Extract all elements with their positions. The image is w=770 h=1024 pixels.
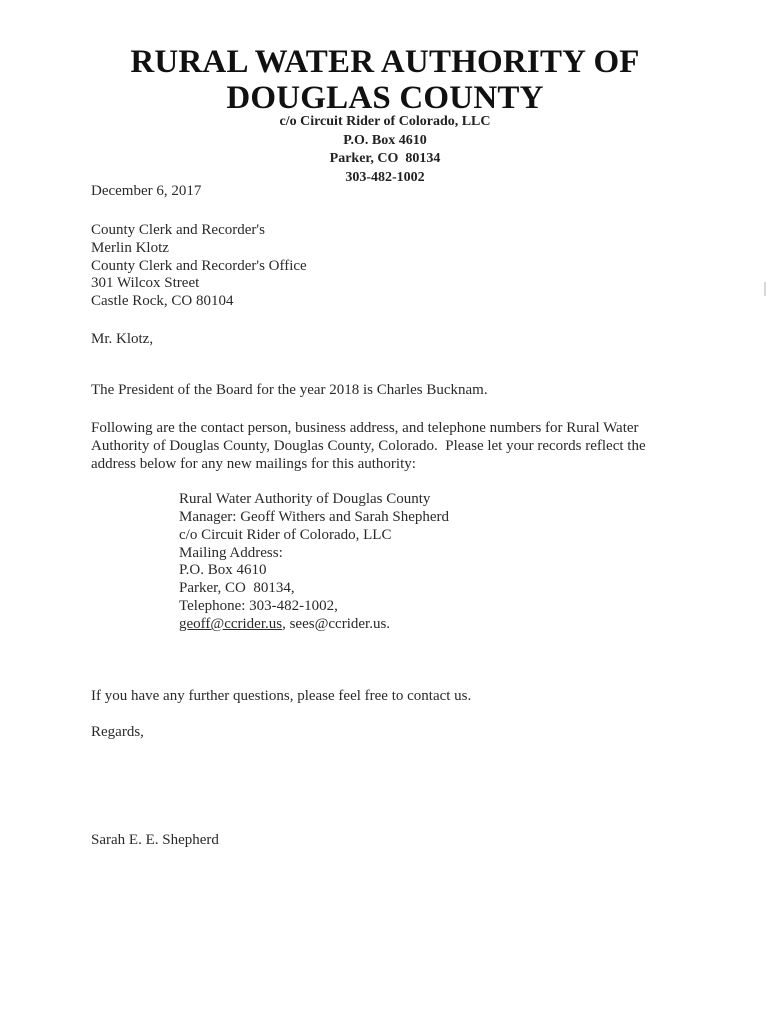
email-separator: , — [282, 616, 290, 632]
recipient-line: County Clerk and Recorder's — [91, 222, 265, 238]
signature-name: Sarah E. E. Shepherd — [91, 832, 219, 848]
contact-emails — [179, 615, 390, 633]
recipient-line: Merlin Klotz — [91, 240, 169, 256]
contact-block-line: Manager: Geoff Withers and Sarah Shepherd — [179, 509, 450, 525]
paragraph-contact-line: Following are the contact person, business address, and telephone numbers for Rural Water — [91, 420, 639, 436]
letterhead-title-line-2: DOUGLAS COUNTY — [226, 80, 544, 116]
recipient-line: Castle Rock, CO 80104 — [91, 293, 234, 309]
contact-block-line: c/o Circuit Rider of Colorado, LLC — [179, 527, 392, 543]
letter-date: December 6, 2017 — [91, 183, 202, 199]
contact-block-line: Rural Water Authority of Douglas County — [179, 491, 431, 507]
recipient-line: 301 Wilcox Street — [91, 275, 200, 291]
contact-block-line: P.O. Box 4610 — [179, 562, 267, 578]
closing-paragraph: If you have any further questions, please feel free to contact us. — [91, 688, 472, 704]
paragraph-contact-line: address below for any new mailings for this authority: — [91, 456, 416, 472]
salutation: Mr. Klotz, — [91, 331, 154, 347]
contact-block-line: Telephone: 303-482-1002, — [179, 598, 338, 614]
letterhead-title-line-1: RURAL WATER AUTHORITY OF — [130, 44, 640, 80]
scan-artifact — [764, 282, 766, 296]
contact-block-line: Parker, CO 80134, — [179, 580, 295, 596]
recipient-line: County Clerk and Recorder's Office — [91, 258, 307, 274]
letterhead-phone: 303-482-1002 — [345, 170, 425, 185]
contact-block-line: Mailing Address: — [179, 545, 283, 561]
email-link-geoff[interactable]: geoff@ccrider.us — [179, 616, 283, 632]
paragraph-president: The President of the Board for the year 2018 is Charles Bucknam. — [91, 382, 488, 398]
email-text-sees: sees@ccrider.us. — [289, 616, 391, 632]
letterhead-address-po-box: P.O. Box 4610 — [343, 133, 427, 148]
letterhead-address-care-of: c/o Circuit Rider of Colorado, LLC — [279, 114, 491, 129]
paragraph-contact-line: Authority of Douglas County, Douglas County, Colorado. Please let your records reflect the — [91, 438, 646, 454]
closing: Regards, — [91, 724, 144, 740]
letterhead-address-city: Parker, CO 80134 — [329, 151, 441, 166]
